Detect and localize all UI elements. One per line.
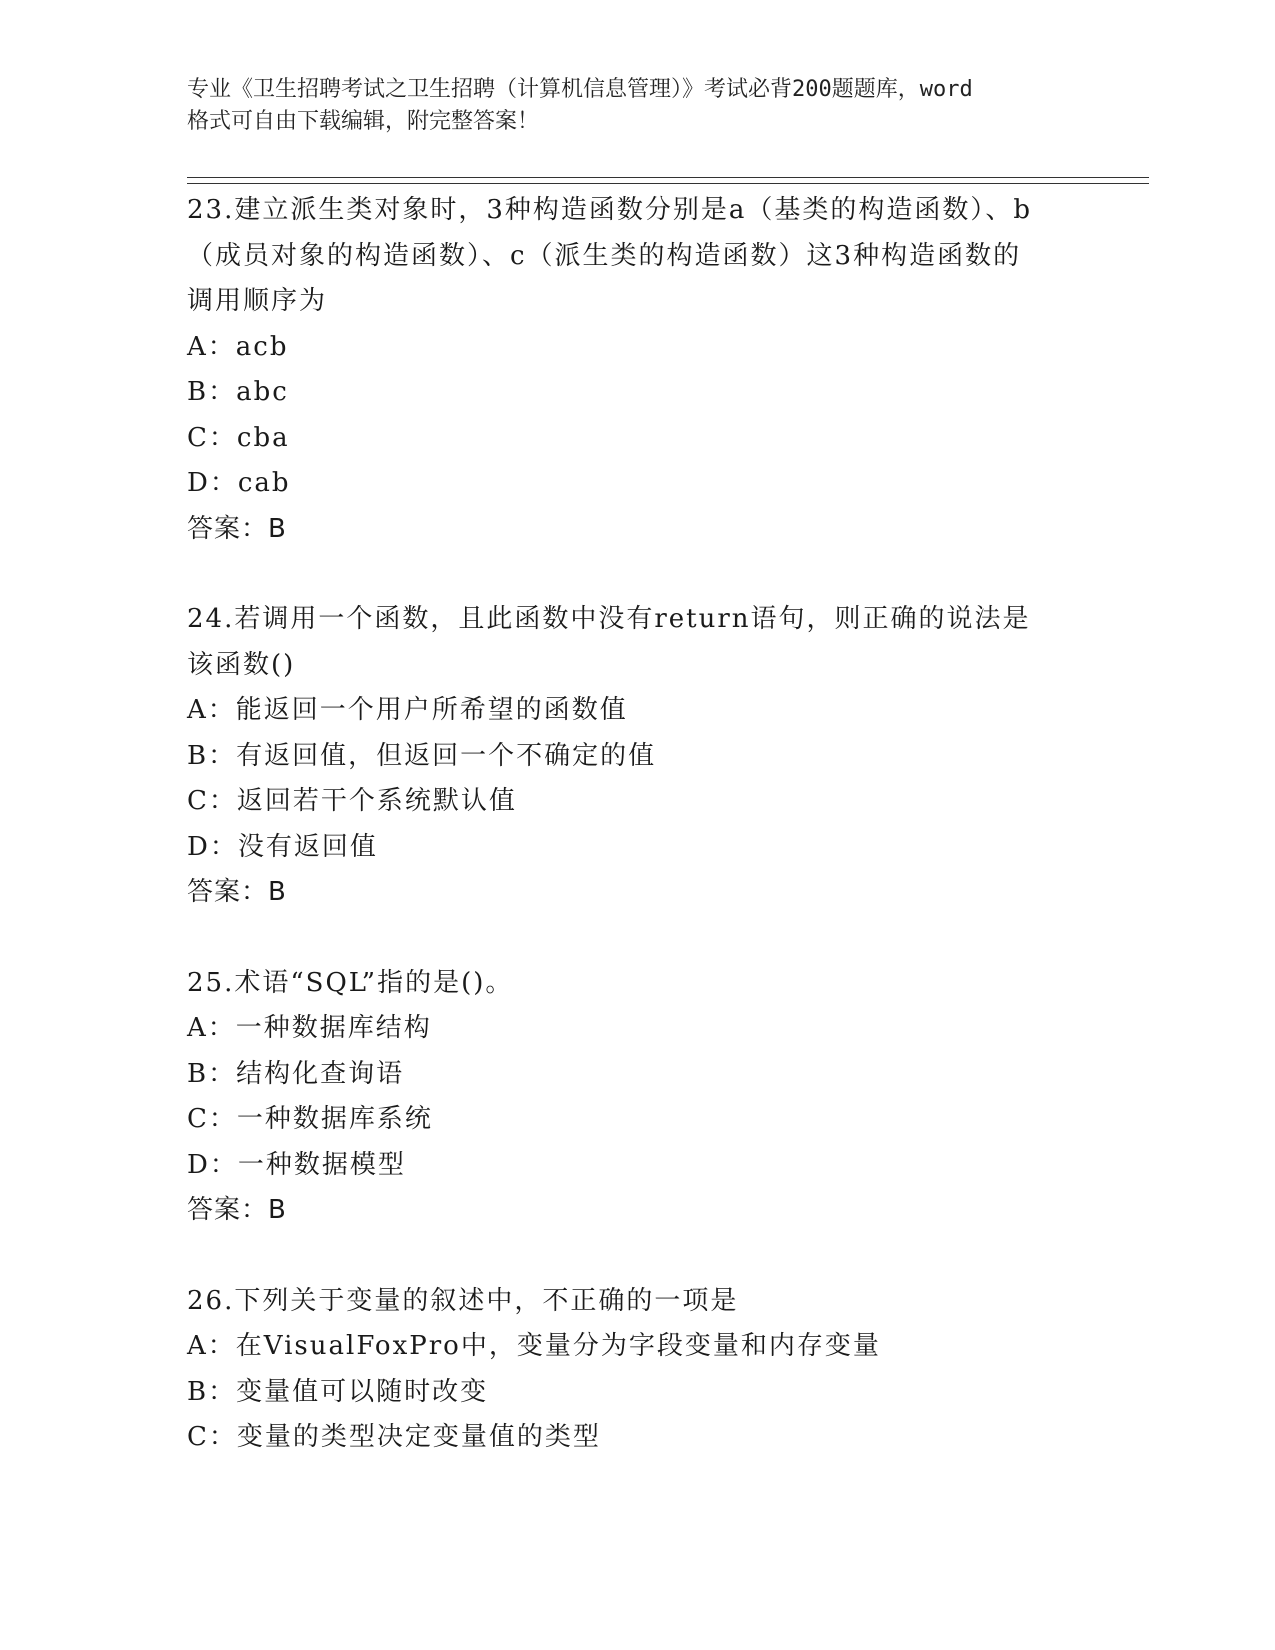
option-d: D：cab bbox=[187, 468, 291, 498]
option-a: A：能返回一个用户所希望的函数值 bbox=[187, 695, 628, 725]
question-25 bbox=[187, 961, 1087, 1234]
question-stem-line: 25.术语“SQL”指的是()。 bbox=[187, 967, 514, 998]
question-stem-line: 该函数() bbox=[187, 649, 296, 680]
question-stem-line: 23.建立派生类对象时，3种构造函数分别是a（基类的构造函数）、b bbox=[187, 195, 1033, 225]
question-stem-line: 24.若调用一个函数，且此函数中没有return语句，则正确的说法是 bbox=[187, 604, 1031, 634]
header-divider-top bbox=[187, 177, 1149, 178]
answer: 答案：B bbox=[187, 1195, 287, 1225]
option-a: A：一种数据库结构 bbox=[187, 1013, 432, 1043]
document-header bbox=[187, 74, 1087, 138]
question-26 bbox=[187, 1279, 1087, 1461]
option-a: A：在VisualFoxPro中，变量分为字段变量和内存变量 bbox=[187, 1331, 881, 1361]
header-line-2: 格式可自由下载编辑，附完整答案！ bbox=[187, 109, 540, 134]
question-list bbox=[187, 188, 1087, 1506]
option-d: D：没有返回值 bbox=[187, 831, 378, 862]
answer: 答案：B bbox=[187, 513, 287, 544]
option-a: A：acb bbox=[187, 331, 289, 362]
option-b: B：变量值可以随时改变 bbox=[187, 1376, 489, 1407]
option-d: D：一种数据模型 bbox=[187, 1149, 406, 1180]
option-b: B：abc bbox=[187, 377, 289, 407]
option-c: C：cba bbox=[187, 422, 290, 453]
question-stem bbox=[187, 597, 1087, 688]
question-stem bbox=[187, 188, 1087, 325]
option-c: C：一种数据库系统 bbox=[187, 1104, 433, 1134]
answer: 答案：B bbox=[187, 877, 287, 907]
header-line-1: 专业《卫生招聘考试之卫生招聘（计算机信息管理）》考试必背200题题库，word bbox=[187, 77, 973, 102]
option-c: C：返回若干个系统默认值 bbox=[187, 786, 517, 816]
question-stem bbox=[187, 961, 1087, 1007]
option-b: B：结构化查询语 bbox=[187, 1058, 405, 1089]
question-23 bbox=[187, 188, 1087, 552]
header-divider-bottom bbox=[187, 183, 1149, 184]
question-stem-line: 26.下列关于变量的叙述中，不正确的一项是 bbox=[187, 1285, 739, 1316]
question-stem-line: 调用顺序为 bbox=[187, 286, 328, 316]
question-24 bbox=[187, 597, 1087, 916]
question-stem-line: （成员对象的构造函数）、c（派生类的构造函数）这3种构造函数的 bbox=[187, 240, 1022, 271]
question-stem bbox=[187, 1279, 1087, 1325]
option-b: B：有返回值，但返回一个不确定的值 bbox=[187, 740, 657, 771]
option-c: C：变量的类型决定变量值的类型 bbox=[187, 1422, 601, 1452]
